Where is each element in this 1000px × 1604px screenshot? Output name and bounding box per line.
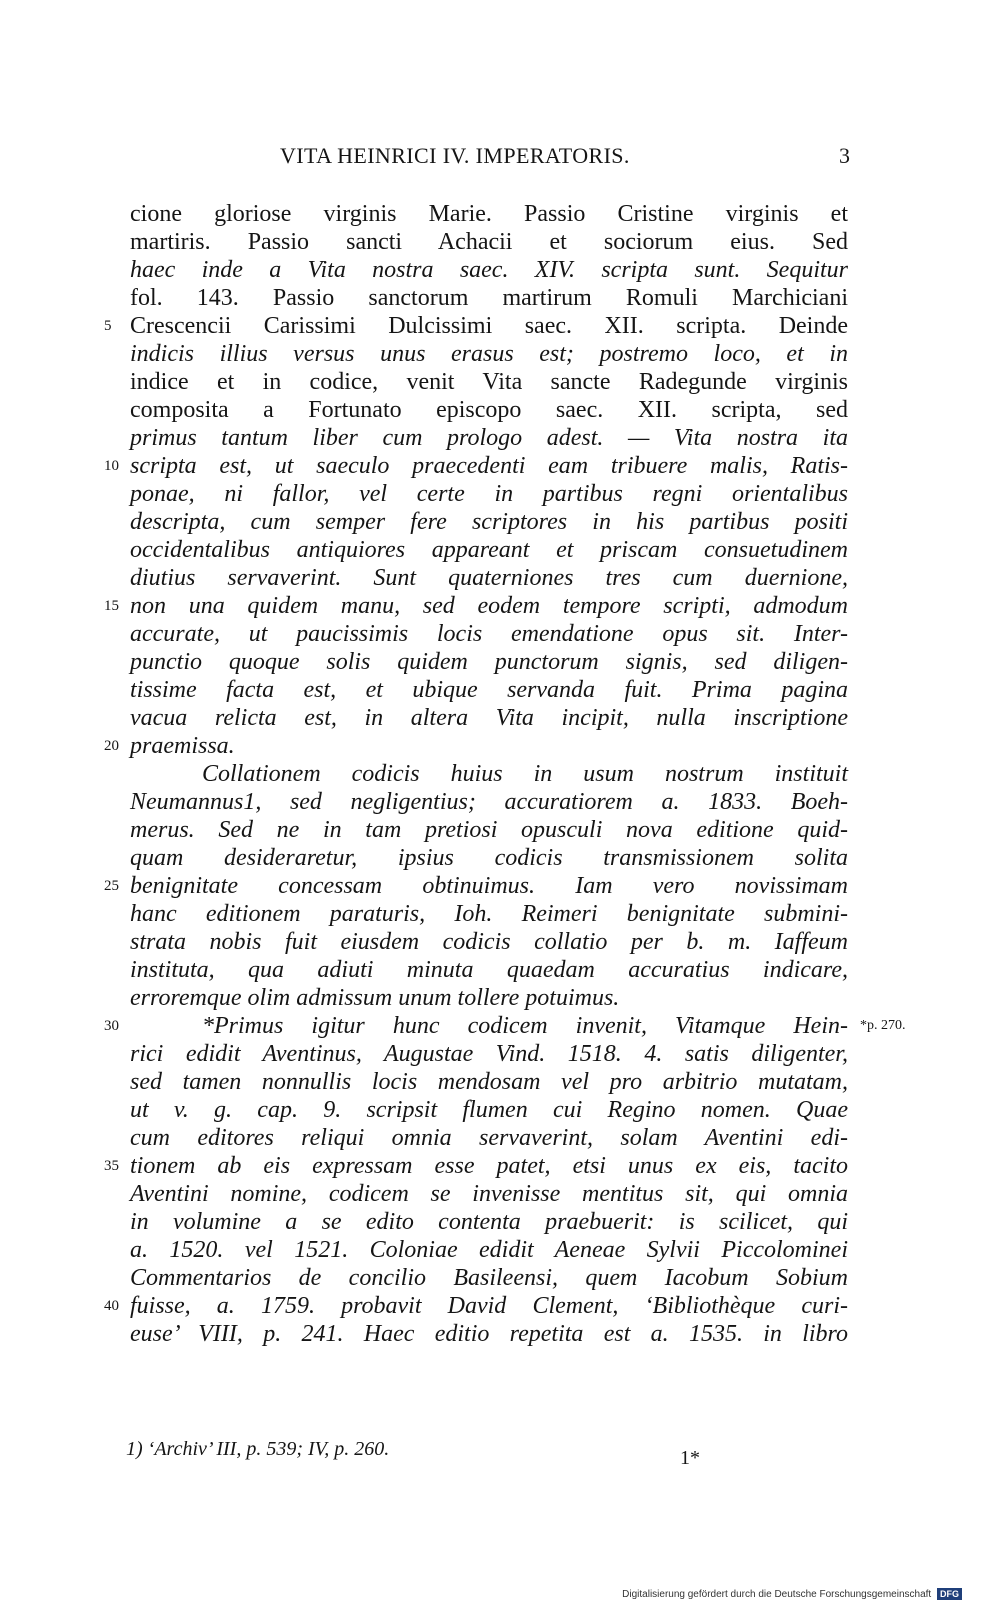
page-number: 3	[839, 143, 850, 168]
text-line: euse’ VIII, p. 241. Haec editio repetita est a. 1535. in libro	[130, 1321, 848, 1347]
line-number: 35	[104, 1158, 119, 1174]
text-line: rici edidit Aventinus, Augustae Vind. 1518. 4. satis diligenter,	[130, 1041, 848, 1067]
text-line: non una quidem manu, sed eodem tempore scripti, admodum	[130, 593, 848, 619]
digitization-credit	[622, 1588, 962, 1600]
running-header	[130, 143, 850, 173]
line-number: 25	[104, 878, 119, 894]
text-line: cum editores reliqui omnia servaverint, solam Aventini edi-	[130, 1125, 848, 1151]
text-line: Commentarios de concilio Basileensi, quem Iacobum Sobium	[130, 1265, 848, 1291]
line-number: 30	[104, 1018, 119, 1034]
margin-page-reference: *p. 270.	[860, 1018, 906, 1033]
text-line: indice et in codice, venit Vita sancte Radegunde virginis	[130, 369, 848, 395]
line-number: 5	[104, 318, 112, 334]
text-line: primus tantum liber cum prologo adest. — Vita nostra ita	[130, 425, 848, 451]
text-line: diutius servaverint. Sunt quaterniones tres cum duernione,	[130, 565, 848, 591]
text-line: tionem ab eis expressam esse patet, etsi unus ex eis, tacito	[130, 1153, 848, 1179]
text-line: haec inde a Vita nostra saec. XIV. scripta sunt. Sequitur	[130, 257, 848, 283]
text-line: fol. 143. Passio sanctorum martirum Romuli Marchiciani	[130, 285, 848, 311]
text-line: punctio quoque solis quidem punctorum signis, sed diligen-	[130, 649, 848, 675]
text-line: erroremque olim admissum unum tollere potuimus.	[130, 985, 620, 1011]
text-line: tissime facta est, et ubique servanda fuit. Prima pagina	[130, 677, 848, 703]
running-title: VITA HEINRICI IV. IMPERATORIS.	[280, 143, 630, 168]
text-line: strata nobis fuit eiusdem codicis collatio per b. m. Iaffeum	[130, 929, 848, 955]
text-line: occidentalibus antiquiores appareant et priscam consuetudinem	[130, 537, 848, 563]
text-line: sed tamen nonnullis locis mendosam vel pro arbitrio mutatam,	[130, 1069, 848, 1095]
text-line: descripta, cum semper fere scriptores in his partibus positi	[130, 509, 848, 535]
text-line: benignitate concessam obtinuimus. Iam vero novissimam	[130, 873, 848, 899]
text-line: cione gloriose virginis Marie. Passio Cristine virginis et	[130, 201, 848, 227]
text-line: ponae, ni fallor, vel certe in partibus regni orientalibus	[130, 481, 848, 507]
text-line: instituta, qua adiuti minuta quaedam accuratius indicare,	[130, 957, 848, 983]
text-line: ut v. g. cap. 9. scripsit flumen cui Regino nomen. Quae	[130, 1097, 848, 1123]
signature-mark: 1*	[680, 1447, 700, 1469]
text-line: composita a Fortunato episcopo saec. XII. scripta, sed	[130, 397, 848, 423]
text-line: quam desideraretur, ipsius codicis transmissionem solita	[130, 845, 848, 871]
text-line: in volumine a se edito contenta praebuerit: is scilicet, qui	[130, 1209, 848, 1235]
text-line: scripta est, ut saeculo praecedenti eam tribuere malis, Ratis-	[130, 453, 848, 479]
text-line: fuisse, a. 1759. probavit David Clement, ‘Bibliothèque curi-	[130, 1293, 848, 1319]
text-line: indicis illius versus unus erasus est; postremo loco, et in	[130, 341, 848, 367]
text-line: Neumannus1, sed negligentius; accuratiorem a. 1833. Boeh-	[130, 789, 848, 815]
text-line: martiris. Passio sancti Achacii et sociorum eius. Sed	[130, 229, 848, 255]
text-line: merus. Sed ne in tam pretiosi opusculi nova editione quid-	[130, 817, 848, 843]
text-line: praemissa.	[130, 733, 235, 759]
line-number: 20	[104, 738, 119, 754]
text-line: Collationem codicis huius in usum nostrum instituit	[202, 761, 848, 787]
text-line: Crescencii Carissimi Dulcissimi saec. XII. scripta. Deinde	[130, 313, 848, 339]
text-line: *Primus igitur hunc codicem invenit, Vitamque Hein-	[202, 1013, 848, 1039]
footnote: 1) ‘Archiv’ III, p. 539; IV, p. 260.	[126, 1438, 390, 1460]
text-line: Aventini nomine, codicem se invenisse mentitus sit, qui omnia	[130, 1181, 848, 1207]
line-number: 15	[104, 598, 119, 614]
line-number: 10	[104, 458, 119, 474]
text-line: accurate, ut paucissimis locis emendatione opus sit. Inter-	[130, 621, 848, 647]
credit-text: Digitalisierung gefördert durch die Deutsche Forschungsgemeinschaft	[622, 1589, 932, 1600]
line-number: 40	[104, 1298, 119, 1314]
text-line: hanc editionem paraturis, Ioh. Reimeri benignitate submini-	[130, 901, 848, 927]
text-line: vacua relicta est, in altera Vita incipit, nulla inscriptione	[130, 705, 848, 731]
text-line: a. 1520. vel 1521. Coloniae edidit Aeneae Sylvii Piccolominei	[130, 1237, 848, 1263]
dfg-logo-icon: DFG	[937, 1588, 962, 1600]
